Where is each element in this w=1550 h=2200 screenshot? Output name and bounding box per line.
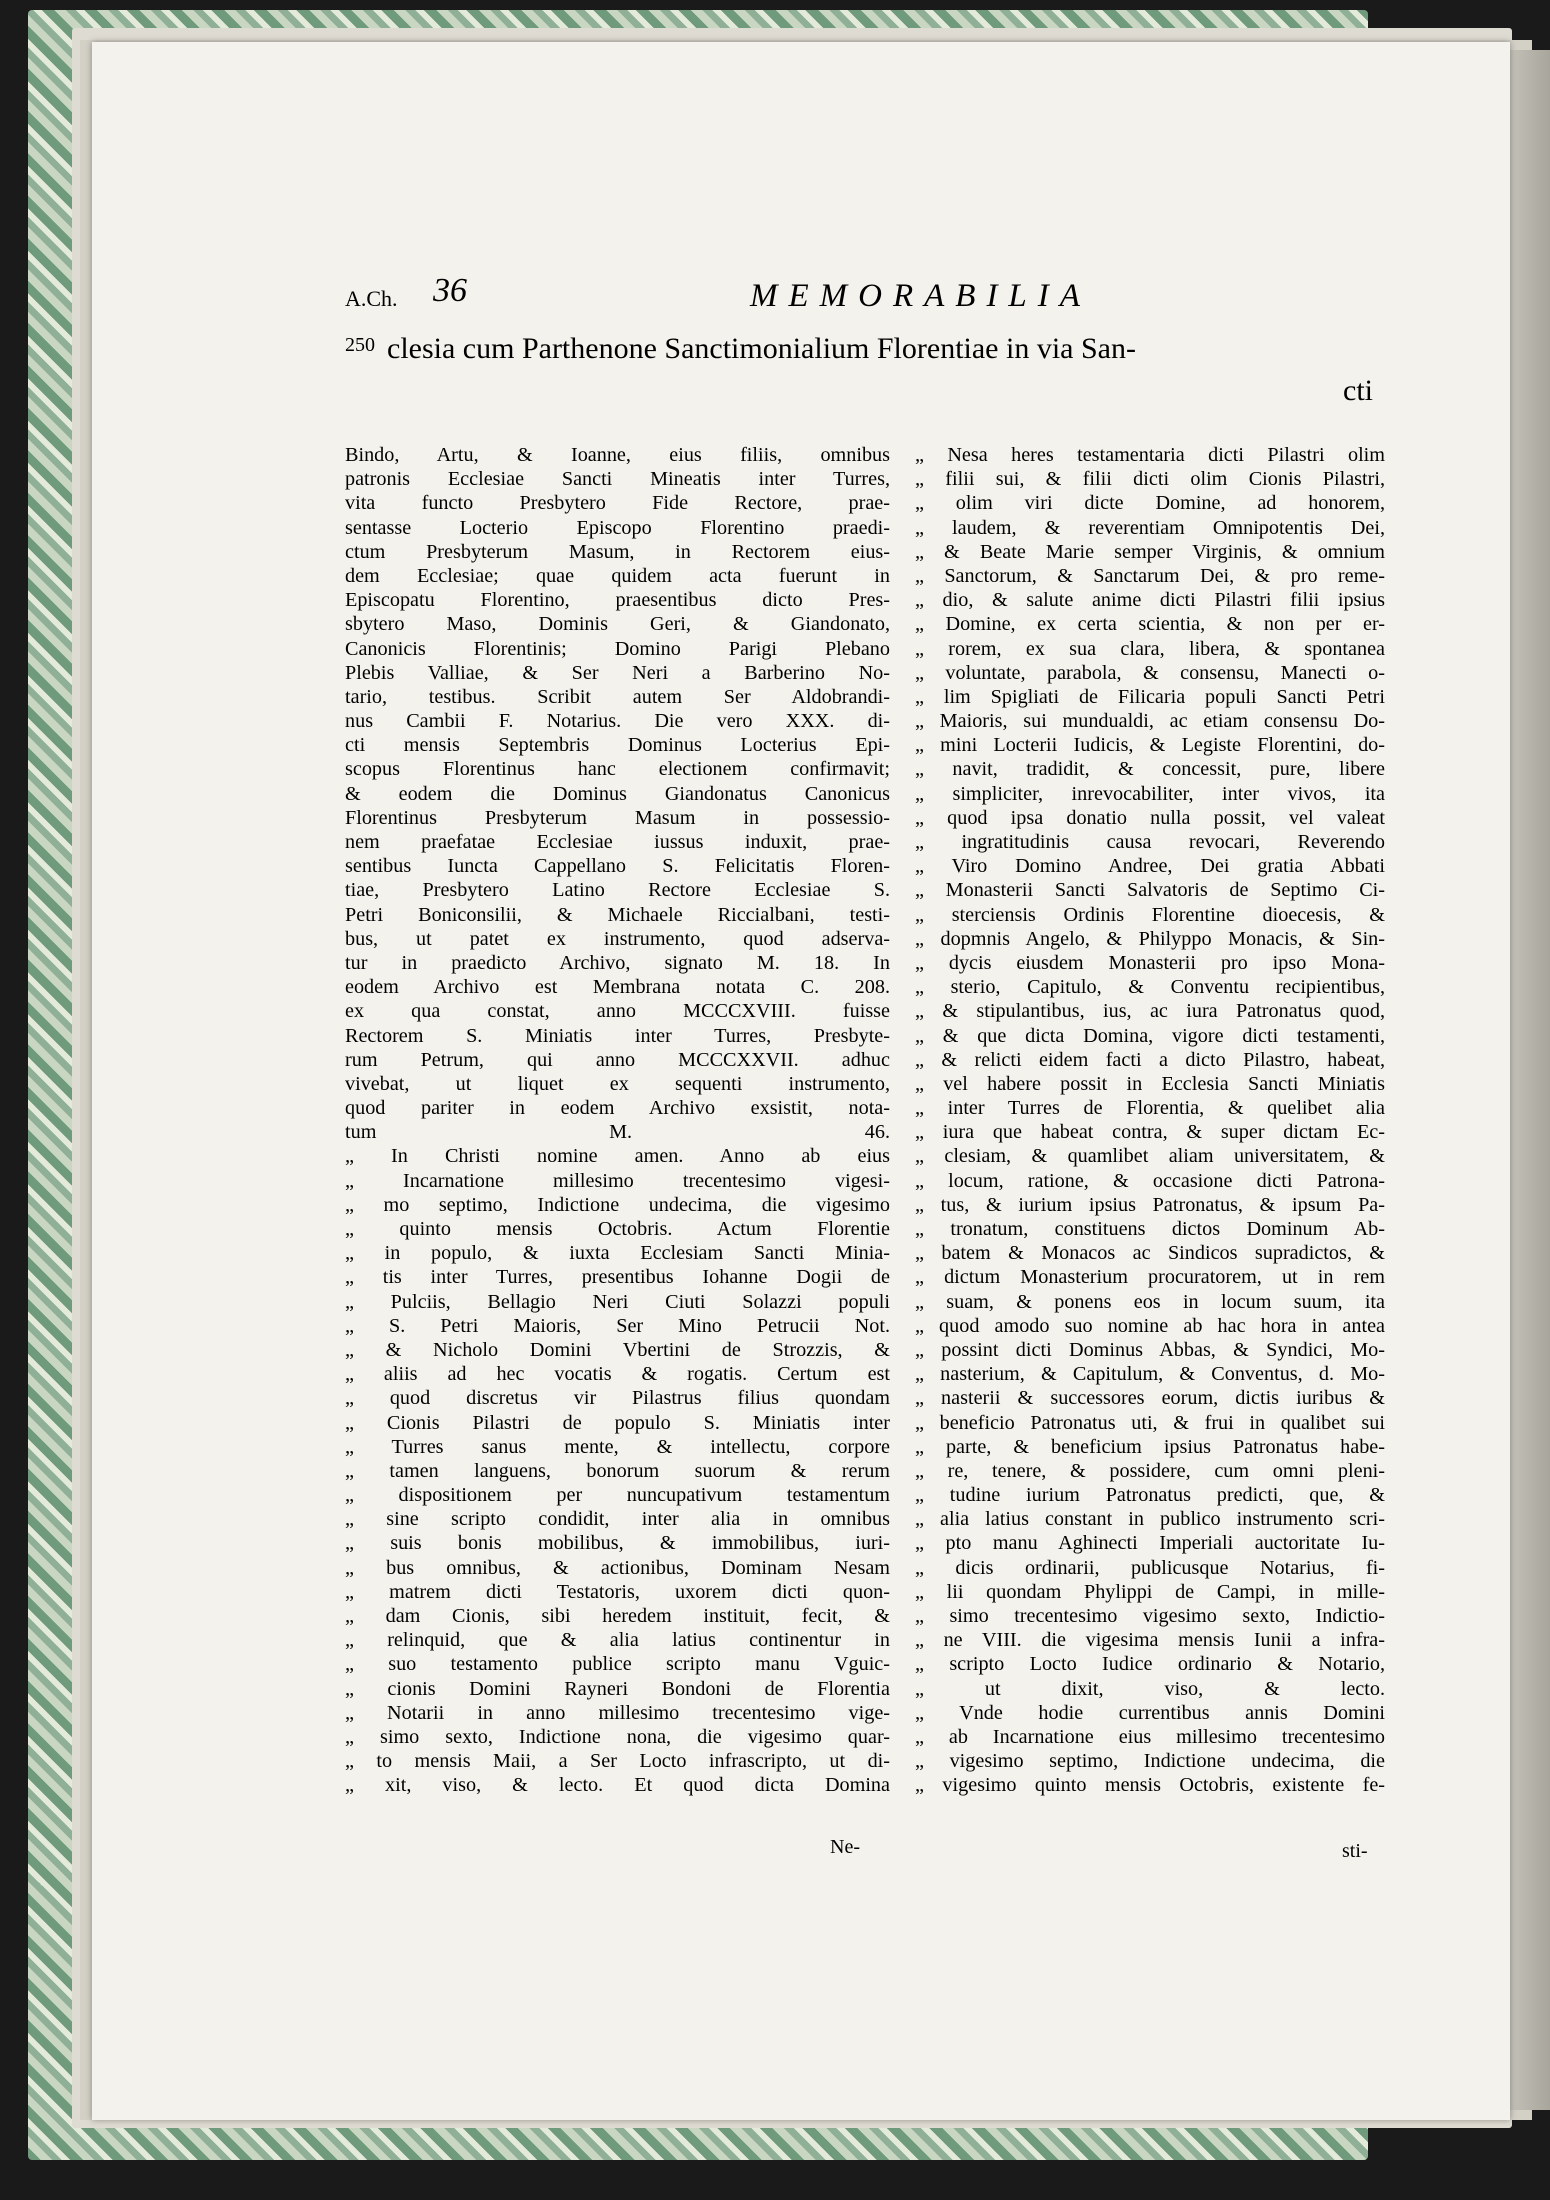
text-line: „ nasterii & successores eorum, dictis iuribus & (915, 1387, 1385, 1410)
text-line: „ filii sui, & filii dicti olim Cionis Pilastri, (915, 468, 1385, 491)
text-line: „ Monasterii Sancti Salvatoris de Septimo Ci- (915, 879, 1385, 902)
text-line: vivebat, ut liquet ex sequenti instrumento, (345, 1072, 890, 1095)
text-line: „ mini Locterii Iudicis, & Legiste Florentini, do- (915, 734, 1385, 757)
text-line: Florentinus Presbyterum Masum in possessio- (345, 806, 890, 829)
text-line: sentibus Iuncta Cappellano S. Felicitatis Floren- (345, 855, 890, 878)
text-line: „ In Christi nomine amen. Anno ab eius (345, 1145, 890, 1168)
text-line: bus, ut patet ex instrumento, quod adserva- (345, 927, 890, 950)
text-line: „ Pulciis, Bellagio Neri Ciuti Solazzi populi (345, 1290, 890, 1313)
text-line: „ matrem dicti Testatoris, uxorem dicti quon- (345, 1580, 890, 1603)
text-line: nus Cambii F. Notarius. Die vero XXX. di- (345, 710, 890, 733)
text-line: „ dispositionem per nuncupativum testamentum (345, 1484, 890, 1507)
text-line: tur in praedicto Archivo, signato M. 18. In (345, 951, 890, 974)
text-line: „ tamen languens, bonorum suorum & rerum (345, 1459, 890, 1482)
text-line: „ dam Cionis, sibi heredem instituit, fecit, & (345, 1605, 890, 1627)
text-line: „ locum, ratione, & occasione dicti Patrona- (915, 1169, 1385, 1192)
text-line: ex qua constat, anno MCCCXVIII. fuisse (345, 1000, 890, 1023)
text-line: „ dictum Monasterium procuratorem, ut in rem (915, 1266, 1385, 1289)
text-line: rum Petrum, qui anno MCCCXXVII. adhuc (345, 1048, 890, 1071)
year-note: A.Ch. (345, 286, 398, 311)
text-line: „ tudine iurium Patronatus predicti, que, & (915, 1484, 1385, 1507)
text-line: „ lim Spigliati de Filicaria populi Sancti Petri (915, 685, 1385, 708)
text-line: „ simo trecentesimo vigesimo sexto, Indictio- (915, 1605, 1385, 1627)
text-line: „ olim viri dicte Domine, ad honorem, (915, 492, 1385, 515)
text-line: Bindo, Artu, & Ioanne, eius filiis, omnibus (345, 444, 890, 466)
text-line: „ nasterium, & Capitulum, & Conventus, d. Mo- (915, 1363, 1385, 1386)
text-line: „ vigesimo quinto mensis Octobris, existente fe- (915, 1774, 1385, 1797)
text-line: „ in populo, & iuxta Ecclesiam Sancti Minia- (345, 1242, 890, 1265)
text-line: „ & relicti eidem facti a dicto Pilastro, habeat, (915, 1048, 1385, 1071)
text-line: „ Turres sanus mente, & intellectu, corpore (345, 1435, 890, 1458)
text-line: ctum Presbyterum Masum, in Rectorem eius- (345, 540, 890, 563)
left-column (345, 443, 890, 1798)
text-line: eodem Archivo est Membrana notata C. 208. (345, 976, 890, 999)
text-line: „ bus omnibus, & actionibus, Dominam Nesam (345, 1556, 890, 1579)
text-line: „ sterio, Capitulo, & Conventu recipientibus, (915, 976, 1385, 999)
text-line: „ mo septimo, Indictione undecima, die vigesimo (345, 1193, 890, 1216)
text-line: dem Ecclesiae; quae quidem acta fuerunt in (345, 564, 890, 587)
margin-year: 250 (345, 334, 375, 356)
text-line: „ laudem, & reverentiam Omnipotentis Dei, (915, 516, 1385, 539)
lead-line: clesia cum Parthenone Sanctimonialium Florentiae in via San- (387, 332, 1136, 365)
text-line: sentasse Locterio Episcopo Florentino praedi- (345, 516, 890, 539)
text-line: „ alia latius constant in publico instrumento scri- (915, 1508, 1385, 1531)
text-line: tiae, Presbytero Latino Rectore Ecclesiae S. (345, 879, 890, 902)
text-line: „ voluntate, parabola, & consensu, Manecti o- (915, 661, 1385, 684)
text-line: Rectorem S. Miniatis inter Turres, Presbyte- (345, 1024, 890, 1047)
text-line: „ relinquid, que & alia latius continentur in (345, 1629, 890, 1652)
text-line: „ inter Turres de Florentia, & quelibet alia (915, 1097, 1385, 1120)
text-line: „ pto manu Aghinecti Imperiali auctoritate Iu- (915, 1532, 1385, 1555)
text-line: „ ingratitudinis causa revocari, Reverendo (915, 831, 1385, 853)
text-line: „ dycis eiusdem Monasterii pro ipso Mona- (915, 951, 1385, 974)
text-line: „ S. Petri Maioris, Ser Mino Petrucii Not. (345, 1314, 890, 1337)
text-line: „ vel habere possit in Ecclesia Sancti Miniatis (915, 1072, 1385, 1095)
text-line: & eodem die Dominus Giandonatus Canonicus (345, 782, 890, 805)
text-line: „ clesiam, & quamlibet aliam universitatem, & (915, 1145, 1385, 1168)
text-line: „ scripto Locto Iudice ordinario & Notario, (915, 1653, 1385, 1676)
text-line: „ xit, viso, & lecto. Et quod dicta Domina (345, 1774, 890, 1797)
text-line: patronis Ecclesiae Sancti Mineatis inter Turres, (345, 468, 890, 491)
text-line: sbytero Maso, Dominis Geri, & Giandonato, (345, 613, 890, 636)
left-catchword: Ne- (830, 1836, 860, 1858)
text-line: „ re, tenere, & possidere, cum omni pleni- (915, 1459, 1385, 1482)
text-line: „ rorem, ex sua clara, libera, & spontanea (915, 637, 1385, 660)
text-line: „ to mensis Maii, a Ser Locto infrascripto, ut di- (345, 1750, 890, 1773)
text-line: „ quod ipsa donatio nulla possit, vel valeat (915, 806, 1385, 829)
text-line: scopus Florentinus hanc electionem confirmavit; (345, 758, 890, 781)
text-line: quod pariter in eodem Archivo exsistit, nota- (345, 1097, 890, 1120)
text-line: „ suo testamento publice scripto manu Vguic- (345, 1653, 890, 1676)
lead-text (387, 328, 1373, 412)
text-line: „ Viro Domino Andree, Dei gratia Abbati (915, 855, 1385, 878)
text-line: „ simpliciter, inrevocabiliter, inter vivos, ita (915, 782, 1385, 805)
text-line: „ suam, & ponens eos in locum suum, ita (915, 1290, 1385, 1313)
text-line: „ tis inter Turres, presentibus Iohanne Dogii de (345, 1266, 890, 1289)
text-line: „ ne VIII. die vigesima mensis Iunii a infra- (915, 1629, 1385, 1652)
text-line: „ possint dicti Dominus Abbas, & Syndici, Mo- (915, 1338, 1385, 1361)
text-line: nem praefatae Ecclesiae iussus induxit, prae- (345, 831, 890, 853)
text-line: tario, testibus. Scribit autem Ser Aldobrandi- (345, 685, 890, 708)
text-line: „ dio, & salute anime dicti Pilastri filii ipsius (915, 589, 1385, 612)
text-line: „ Nesa heres testamentaria dicti Pilastri olim (915, 444, 1385, 466)
text-line: „ parte, & beneficium ipsius Patronatus habe- (915, 1435, 1385, 1458)
text-line: „ sine scripto condidit, inter alia in omnibus (345, 1508, 890, 1531)
text-line: „ dicis ordinarii, publicusque Notarius, fi- (915, 1556, 1385, 1579)
text-line: „ ab Incarnatione eius millesimo trecentesimo (915, 1725, 1385, 1748)
right-column (915, 443, 1385, 1798)
text-line: cti mensis Septembris Dominus Locterius Epi- (345, 734, 890, 757)
text-line: „ cionis Domini Rayneri Bondoni de Florentia (345, 1677, 890, 1700)
text-line: „ iura que habeat contra, & super dictam Ec- (915, 1121, 1385, 1144)
text-line: „ suis bonis mobilibus, & immobilibus, iuri- (345, 1532, 890, 1555)
text-line: „ quod discretus vir Pilastrus filius quondam (345, 1387, 890, 1410)
text-line: „ Maioris, sui mundualdi, ac etiam consensu Do- (915, 710, 1385, 733)
text-line: „ tus, & iurium ipsius Patronatus, & ipsum Pa- (915, 1193, 1385, 1216)
text-line: „ batem & Monacos ac Sindicos supradictos, & (915, 1242, 1385, 1265)
text-line: „ & Nicholo Domini Vbertini de Strozzis, & (345, 1338, 890, 1361)
page-number: 36 (433, 272, 467, 309)
text-line: Episcopatu Florentino, praesentibus dicto Pres- (345, 589, 890, 612)
text-line: „ quinto mensis Octobris. Actum Florentie (345, 1218, 890, 1240)
text-line: „ sterciensis Ordinis Florentine dioecesis, & (915, 903, 1385, 926)
text-line: vita functo Presbytero Fide Rectore, prae- (345, 492, 890, 515)
text-line: „ aliis ad hec vocatis & rogatis. Certum est (345, 1363, 890, 1386)
text-line: „ beneficio Patronatus uti, & frui in qualibet sui (915, 1411, 1385, 1434)
text-line: „ Sanctorum, & Sanctarum Dei, & pro reme- (915, 564, 1385, 587)
text-line: „ & stipulantibus, ius, ac iura Patronatus quod, (915, 1000, 1385, 1023)
text-line: „ Notarii in anno millesimo trecentesimo vige- (345, 1701, 890, 1724)
text-line: „ simo sexto, Indictione nona, die vigesimo quar- (345, 1725, 890, 1748)
text-line: Petri Boniconsilii, & Michaele Riccialbani, testi- (345, 903, 890, 926)
text-line: „ quod amodo suo nomine ab hac hora in antea (915, 1314, 1385, 1337)
text-line: „ Cionis Pilastri de populo S. Miniatis inter (345, 1411, 890, 1434)
text-line: Canonicis Florentinis; Domino Parigi Plebano (345, 637, 890, 660)
text-line: „ ut dixit, viso, & lecto. (915, 1677, 1385, 1700)
running-header (345, 272, 1345, 322)
text-line: „ Incarnatione millesimo trecentesimo vigesi- (345, 1169, 890, 1192)
text-line: „ Vnde hodie currentibus annis Domini (915, 1701, 1385, 1724)
text-line: „ Domine, ex certa scientia, & non per er- (915, 613, 1385, 636)
text-line: „ & Beate Marie semper Virginis, & omnium (915, 540, 1385, 563)
text-line: „ vigesimo septimo, Indictione undecima, die (915, 1750, 1385, 1773)
text-line: „ navit, tradidit, & concessit, pure, libere (915, 758, 1385, 781)
text-line: „ dopmnis Angelo, & Philyppo Monacis, & Sin- (915, 927, 1385, 950)
text-line: „ tronatum, constituens dictos Dominum Ab- (915, 1218, 1385, 1240)
text-line: Plebis Valliae, & Ser Neri a Barberino No- (345, 661, 890, 684)
running-title: MEMORABILIA (750, 278, 1091, 314)
lead-line: cti (1343, 374, 1373, 407)
text-line: tum M. 46. (345, 1121, 890, 1144)
text-line: „ lii quondam Phylippi de Campi, in mille- (915, 1580, 1385, 1603)
right-catchword: sti- (1342, 1840, 1368, 1862)
text-line: „ & que dicta Domina, vigore dicti testamenti, (915, 1024, 1385, 1047)
